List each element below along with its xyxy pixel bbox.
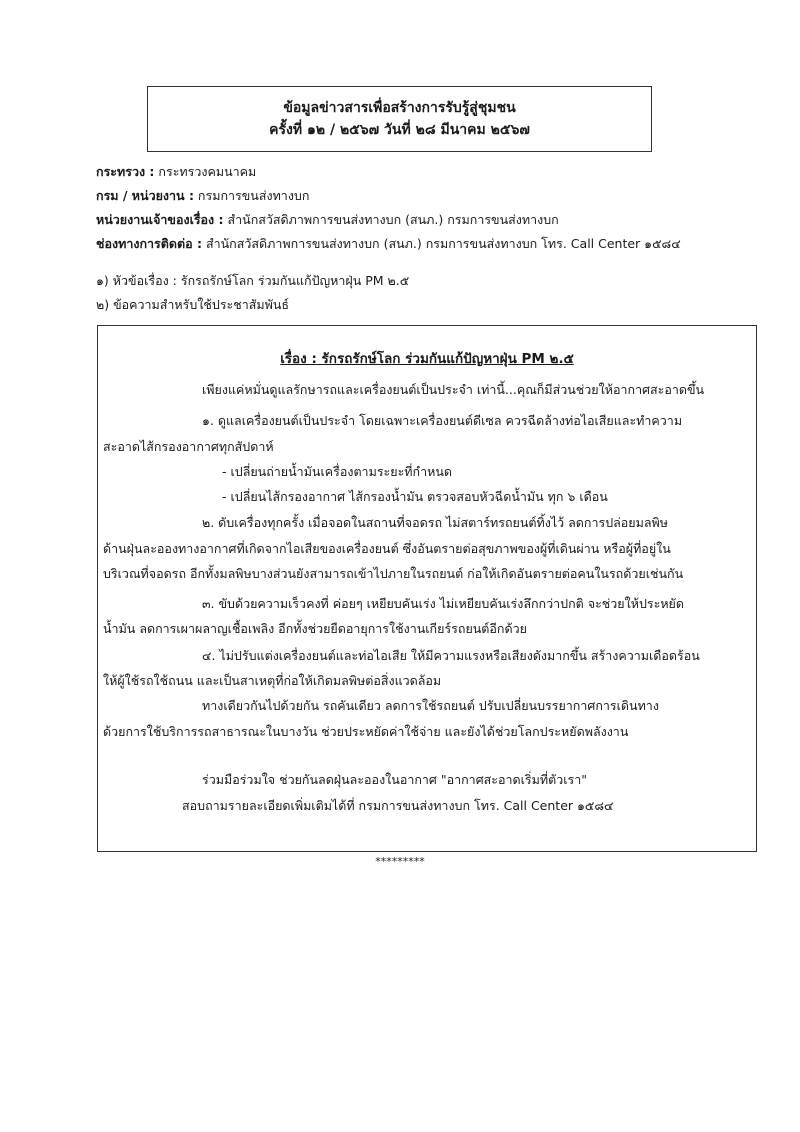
content-line: - เปลี่ยนไส้กรองอากาศ ไส้กรองน้ำมัน ตรวจสอบหัวฉีดน้ำมัน ทุก ๖ เดือน xyxy=(222,489,608,504)
header-title: ข้อมูลข่าวสารเพื่อสร้างการรับรู้สู่ชุมชน xyxy=(283,100,516,116)
content-line: ๑. ดูแลเครื่องยนต์เป็นประจำ โดยเฉพาะเครื่องยนต์ดีเซล ควรฉีดล้างท่อไอเสียและทำความ xyxy=(202,413,683,428)
contact-value: สำนักสวัสดิภาพการขนส่งทางบก (สนภ.) กรมการขนส่งทางบก โทร. Call Center ๑๕๘๔ xyxy=(205,236,681,251)
content-line: ทางเดียวกันไปด้วยกัน รถคันเดียว ลดการใช้รถยนต์ ปรับเปลี่ยนบรรยากาศการเดินทาง xyxy=(202,698,659,713)
owner-label: หน่วยงานเจ้าของเรื่อง : xyxy=(96,212,224,227)
header-issue-date: ครั้งที่ ๑๒ / ๒๕๖๗ วันที่ ๒๘ มีนาคม ๒๕๖๗ xyxy=(269,122,530,138)
announcement-box xyxy=(97,325,757,852)
end-marker: ********* xyxy=(375,855,425,868)
content-line: ๓. ขับด้วยความเร็วคงที่ ค่อยๆ เหยียบคันเร่ง ไม่เหยียบคันเร่งลึกกว่าปกติ จะช่วยให้ประหยัด xyxy=(202,596,685,611)
contact-label: ช่องทางการติดต่อ : xyxy=(96,236,202,251)
owner-value: สำนักสวัสดิภาพการขนส่งทางบก (สนภ.) กรมการขนส่งทางบก xyxy=(227,212,559,227)
content-line: สะอาดไส้กรองอากาศทุกสัปดาห์ xyxy=(103,439,274,454)
closing-line: ร่วมมือร่วมใจ ช่วยกันลดฝุ่นละอองในอากาศ "อากาศสะอาดเริ่มที่ตัวเรา" xyxy=(202,772,587,787)
document-header-box xyxy=(147,86,652,152)
department-row xyxy=(96,188,309,204)
ministry-label: กระทรวง : xyxy=(96,164,155,179)
content-line: ๔. ไม่ปรับแต่งเครื่องยนต์และท่อไอเสีย ให้มีความแรงหรือเสียงดังมากขึ้น สร้างความเดือดร้อน xyxy=(202,648,700,663)
content-line: เพียงแค่หมั่นดูแลรักษารถและเครื่องยนต์เป็นประจำ เท่านี้...คุณก็มีส่วนช่วยให้อากาศสะอาดขึ้น xyxy=(202,382,705,397)
content-line: น้ำมัน ลดการเผาผลาญเชื้อเพลิง อีกทั้งช่วยยืดอายุการใช้งานเกียร์รถยนต์อีกด้วย xyxy=(103,621,527,636)
owner-row xyxy=(96,212,559,228)
contact-row xyxy=(96,236,681,252)
content-line: บริเวณที่จอดรถ อีกทั้งมลพิษบางส่วนยังสามารถเข้าไปภายในรถยนต์ ก่อให้เกิดอันตรายต่อคนในรถด้วยเช่นกัน xyxy=(103,566,684,581)
ministry-value: กระทรวงคมนาคม xyxy=(158,164,257,179)
content-line: ด้วยการใช้บริการรถสาธารณะในบางวัน ช่วยประหยัดค่าใช้จ่าย และยังได้ช่วยโลกประหยัดพลังงาน xyxy=(103,724,629,739)
content-line: ๒. ดับเครื่องทุกครั้ง เมื่อจอดในสถานที่จอดรถ ไม่สตาร์ทรถยนต์ทิ้งไว้ ลดการปล่อยมลพิษ xyxy=(202,515,669,530)
announcement-title: เรื่อง : รักรถรักษ์โลก ร่วมกันแก้ปัญหาฝุ่น PM ๒.๕ xyxy=(280,351,574,367)
content-line: ด้านฝุ่นละอองทางอากาศที่เกิดจากไอเสียของเครื่องยนต์ ซึ่งอันตรายต่อสุขภาพของผู้ที่เดินผ่าน หรือผู้ที่อยู่ใน xyxy=(103,541,671,556)
content-line: ให้ผู้ใช้รถใช้ถนน และเป็นสาเหตุที่ก่อให้เกิดมลพิษต่อสิ่งแวดล้อม xyxy=(103,673,442,688)
contact-line: สอบถามรายละเอียดเพิ่มเติมได้ที่ กรมการขนส่งทางบก โทร. Call Center ๑๕๘๔ xyxy=(182,798,614,813)
content-line: - เปลี่ยนถ่ายน้ำมันเครื่องตามระยะที่กำหนด xyxy=(222,464,453,479)
message-item: ๒) ข้อความสำหรับใช้ประชาสัมพันธ์ xyxy=(96,297,290,312)
ministry-row xyxy=(96,164,256,180)
department-label: กรม / หน่วยงาน : xyxy=(96,188,194,203)
subject-item: ๑) หัวข้อเรื่อง : รักรถรักษ์โลก ร่วมกันแก้ปัญหาฝุ่น PM ๒.๕ xyxy=(96,273,410,288)
department-value: กรมการขนส่งทางบก xyxy=(197,188,310,203)
